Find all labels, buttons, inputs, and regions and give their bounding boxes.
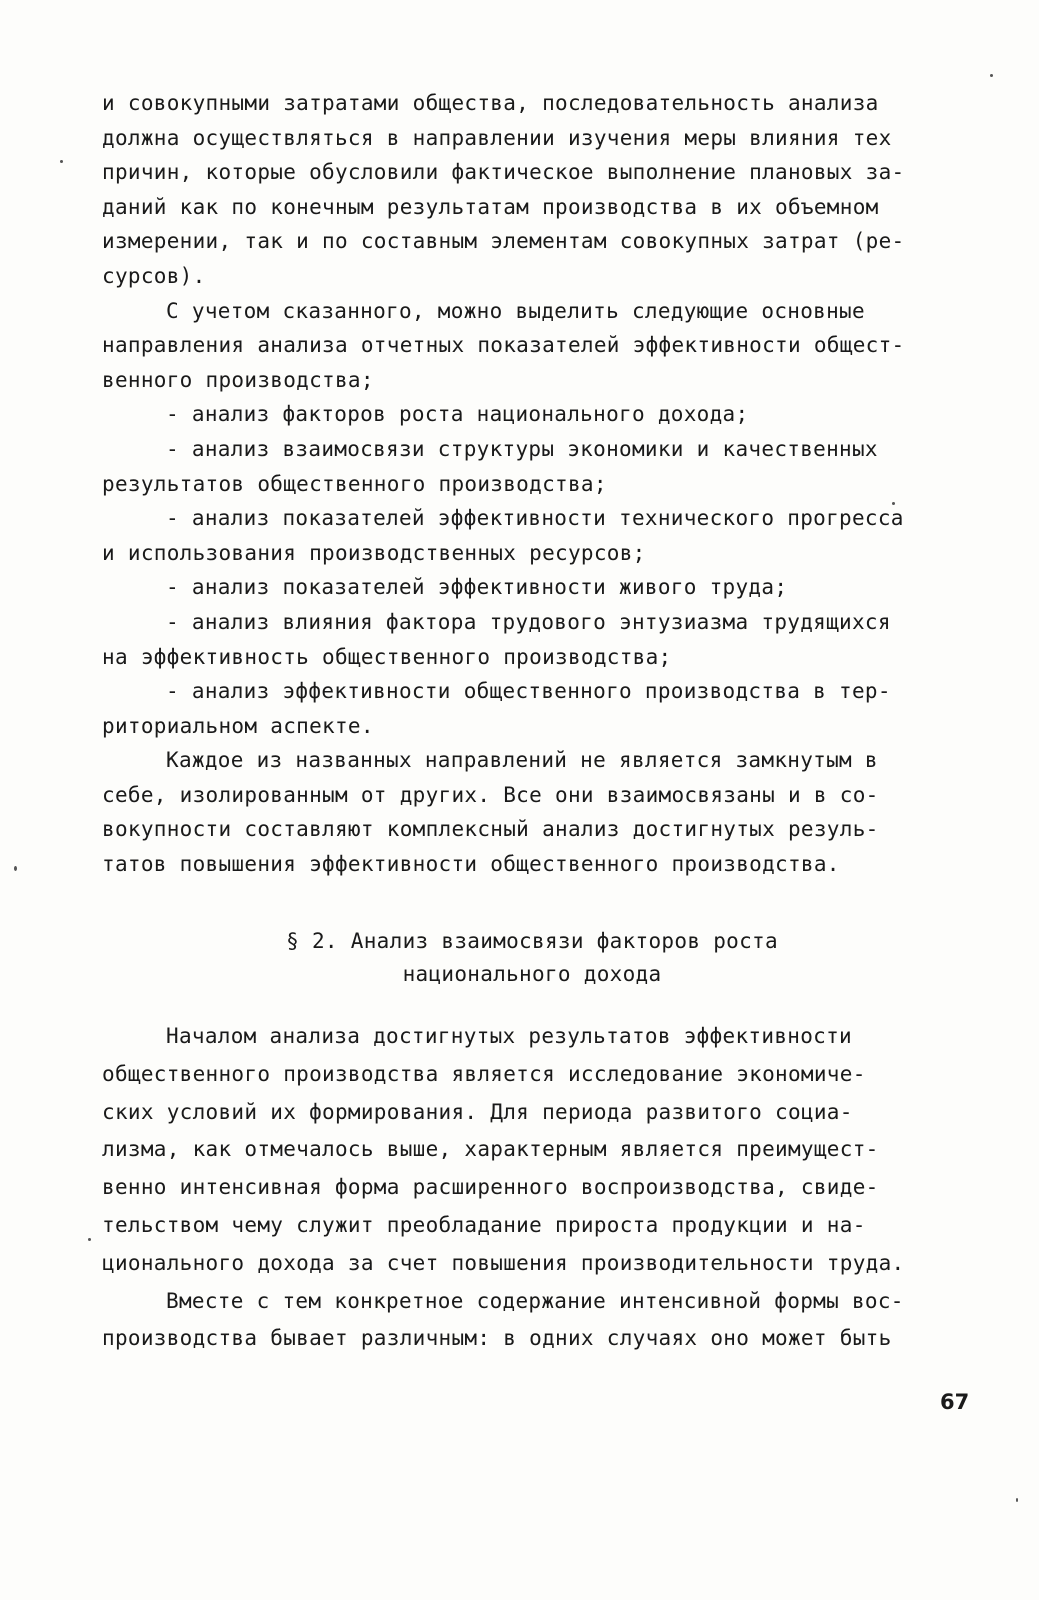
body-text-top-line: на эффективность общественного производства; [102,644,672,669]
body-text-top-line: - анализ показателей эффективности живого труда; [166,575,788,600]
body-text-top-line: и использования производственных ресурсов; [102,540,646,565]
section-heading-line-2: национального дохода [402,962,662,986]
body-text-top-line: сурсов). [102,263,206,288]
body-text-bottom-line: Началом анализа достигнутых результатов эффективности [166,1024,852,1048]
body-text-top-line: себе, изолированным от других. Все они взаимосвязаны и в со- [102,782,879,807]
body-text-top-line: направления анализа отчетных показателей эффективности общест- [102,333,905,358]
scan-speck [1016,1498,1018,1502]
scan-speck [60,160,63,163]
body-text-bottom-line: производства бывает различным: в одних случаях оно может быть [102,1326,892,1351]
body-text-top-line: должна осуществляться в направлении изучения меры влияния тех [102,125,892,150]
body-text-top-line: - анализ влияния фактора трудового энтузиазма трудящихся [166,609,891,634]
body-text-bottom-line: лизма, как отмечалось выше, характерным является преимущест- [102,1137,879,1162]
section-heading-line-1: § 2. Анализ взаимосвязи факторов роста [286,929,778,953]
body-text-bottom-line: тельством чему служит преобладание прироста продукции и на- [102,1212,866,1237]
body-text-top-line: Каждое из названных направлений не является замкнутым в [166,748,878,773]
scan-speck [990,74,993,77]
body-text-top-line: результатов общественного производства; [102,471,607,496]
body-text-bottom-line: ских условий их формирования. Для периода развитого социа- [102,1099,853,1124]
body-text-top-line: - анализ показателей эффективности технического прогресса [166,506,904,531]
body-text-bottom-line: венно интенсивная форма расширенного воспроизводства, свиде- [102,1175,879,1200]
body-text-top-line: риториальном аспекте. [102,713,374,738]
body-text-top-line: венного производства; [102,367,374,392]
section-heading [102,925,962,991]
body-text-top-line: - анализ взаимосвязи структуры экономики и качественных [166,436,878,461]
scan-speck [88,1238,91,1241]
body-text-top-line: - анализ эффективности общественного производства в тер- [166,679,891,704]
body-text-top-line: - анализ факторов роста национального дохода; [166,402,749,427]
body-text-bottom-line: Вместе с тем конкретное содержание интенсивной формы вос- [166,1288,904,1313]
scan-speck [14,866,17,871]
body-text-bottom-line: общественного производства является исследование экономиче- [102,1061,866,1086]
body-text-top-line: даний как по конечным результатам производства в их объемном [102,194,879,219]
body-text-top-line: вокупности составляют комплексный анализ достигнутых резуль- [102,817,879,842]
body-text-top-line: и совокупными затратами общества, последовательность анализа [102,91,879,115]
body-text-top-line: измерении, так и по составным элементам совокупных затрат (ре- [102,229,905,254]
body-text-top-line: причин, которые обусловили фактическое выполнение плановых за- [102,160,905,185]
body-text-bottom-line: ционального дохода за счет повышения производительности труда. [102,1250,905,1275]
body-text-bottom [102,1018,962,1358]
scan-speck [892,502,895,505]
body-text-top [102,86,962,882]
body-text-top-line: С учетом сказанного, можно выделить следующие основные [166,298,865,323]
page-number: 67 [940,1390,970,1414]
body-text-top-line: татов повышения эффективности общественного производства. [102,852,840,877]
